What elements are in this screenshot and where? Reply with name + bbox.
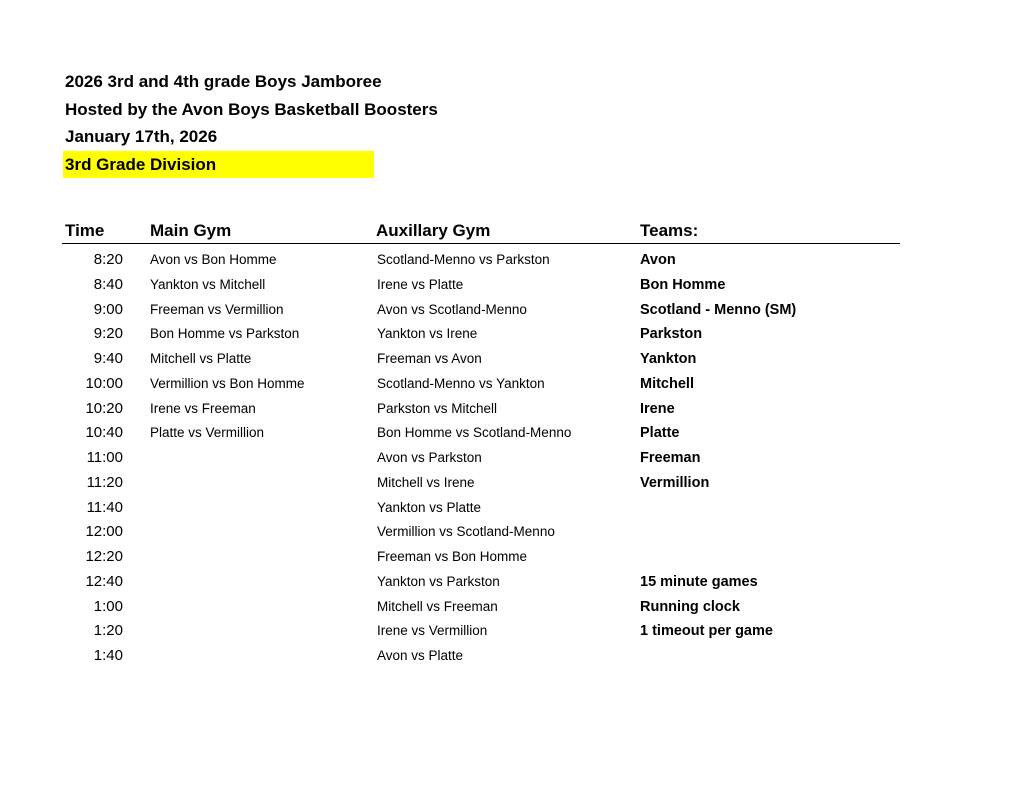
side-note: Avon [640, 252, 676, 268]
time-cell: 12:40 [85, 572, 123, 590]
aux-gym-game: Irene vs Vermillion [377, 623, 488, 639]
time-cell: 11:40 [86, 498, 123, 516]
side-note: Mitchell [640, 375, 694, 392]
aux-gym-game: Avon vs Parkston [377, 450, 482, 465]
division-label: 3rd Grade Division [63, 151, 374, 179]
schedule-row [0, 347, 1024, 372]
side-note: Freeman [640, 450, 701, 466]
schedule-row [0, 496, 1024, 521]
aux-gym-game: Avon vs Platte [377, 648, 464, 663]
schedule-row [0, 545, 1024, 570]
side-note: Running clock [640, 598, 740, 615]
schedule-row [0, 570, 1024, 595]
side-note: Irene [640, 400, 675, 417]
teams-column-header: Teams: [640, 221, 699, 240]
header-divider [62, 243, 900, 244]
time-cell: 10:40 [85, 424, 123, 442]
aux-gym-game: Scotland-Menno vs Yankton [377, 375, 545, 391]
aux-gym-game: Freeman vs Avon [377, 351, 482, 366]
host-line: Hosted by the Avon Boys Basketball Boosters [65, 99, 438, 119]
schedule-row [0, 595, 1024, 620]
schedule-row [0, 619, 1024, 644]
schedule-row [0, 446, 1024, 471]
time-cell: 10:20 [85, 399, 123, 417]
schedule-row [0, 397, 1024, 422]
schedule-table [0, 248, 1024, 669]
side-note: Yankton [640, 351, 697, 367]
time-column-header: Time [65, 221, 105, 240]
aux-gym-game: Parkston vs Mitchell [377, 400, 498, 416]
main-gym-game: Irene vs Freeman [150, 400, 256, 416]
aux-gym-game: Avon vs Scotland-Menno [377, 301, 527, 317]
side-note: Platte [640, 425, 680, 442]
main-gym-game: Mitchell vs Platte [150, 351, 252, 366]
aux-gym-game: Yankton vs Platte [377, 499, 482, 515]
event-date: January 17th, 2026 [65, 127, 218, 146]
time-cell: 1:20 [93, 622, 123, 640]
aux-gym-game: Mitchell vs Irene [377, 474, 475, 490]
time-cell: 10:00 [85, 374, 123, 392]
schedule-row [0, 644, 1024, 669]
time-cell: 9:40 [93, 350, 123, 367]
aux-gym-game: Mitchell vs Freeman [377, 598, 498, 614]
event-title: 2026 3rd and 4th grade Boys Jamboree [65, 72, 382, 91]
time-cell: 12:20 [85, 548, 123, 565]
side-note: 15 minute games [640, 573, 758, 590]
side-note: Vermillion [640, 474, 710, 491]
time-cell: 9:20 [93, 325, 123, 343]
time-cell: 8:20 [93, 251, 123, 268]
schedule-row [0, 372, 1024, 397]
aux-gym-game: Bon Homme vs Scotland-Menno [377, 425, 572, 441]
time-cell: 11:20 [86, 473, 123, 491]
aux-gym-game: Freeman vs Bon Homme [377, 549, 528, 564]
aux-gym-game: Yankton vs Irene [377, 326, 478, 342]
aux-gym-game: Irene vs Platte [377, 276, 464, 292]
schedule-row [0, 248, 1024, 273]
time-cell: 1:40 [93, 647, 123, 664]
time-cell: 9:00 [93, 300, 123, 318]
main-gym-game: Platte vs Vermillion [150, 425, 265, 441]
schedule-row [0, 471, 1024, 496]
main-gym-game: Yankton vs Mitchell [150, 276, 266, 292]
aux-gym-column-header: Auxillary Gym [376, 221, 491, 240]
schedule-row [0, 273, 1024, 298]
main-gym-column-header: Main Gym [150, 221, 232, 240]
time-cell: 12:00 [85, 523, 123, 541]
schedule-row [0, 520, 1024, 545]
main-gym-game: Avon vs Bon Homme [150, 252, 277, 267]
main-gym-game: Freeman vs Vermillion [150, 301, 284, 317]
time-cell: 8:40 [93, 275, 123, 293]
schedule-row [0, 421, 1024, 446]
time-cell: 11:00 [86, 449, 123, 466]
main-gym-game: Bon Homme vs Parkston [150, 326, 300, 342]
side-note: Parkston [640, 326, 703, 343]
document-header [65, 68, 438, 178]
schedule-row [0, 322, 1024, 347]
aux-gym-game: Yankton vs Parkston [377, 573, 500, 589]
main-gym-game: Vermillion vs Bon Homme [150, 375, 305, 391]
schedule-row [0, 298, 1024, 323]
aux-gym-game: Scotland-Menno vs Parkston [377, 252, 550, 267]
time-cell: 1:00 [93, 597, 123, 615]
aux-gym-game: Vermillion vs Scotland-Menno [377, 524, 555, 540]
side-note: 1 timeout per game [640, 623, 773, 640]
side-note: Bon Homme [640, 276, 726, 293]
side-note: Scotland - Menno (SM) [640, 301, 797, 318]
